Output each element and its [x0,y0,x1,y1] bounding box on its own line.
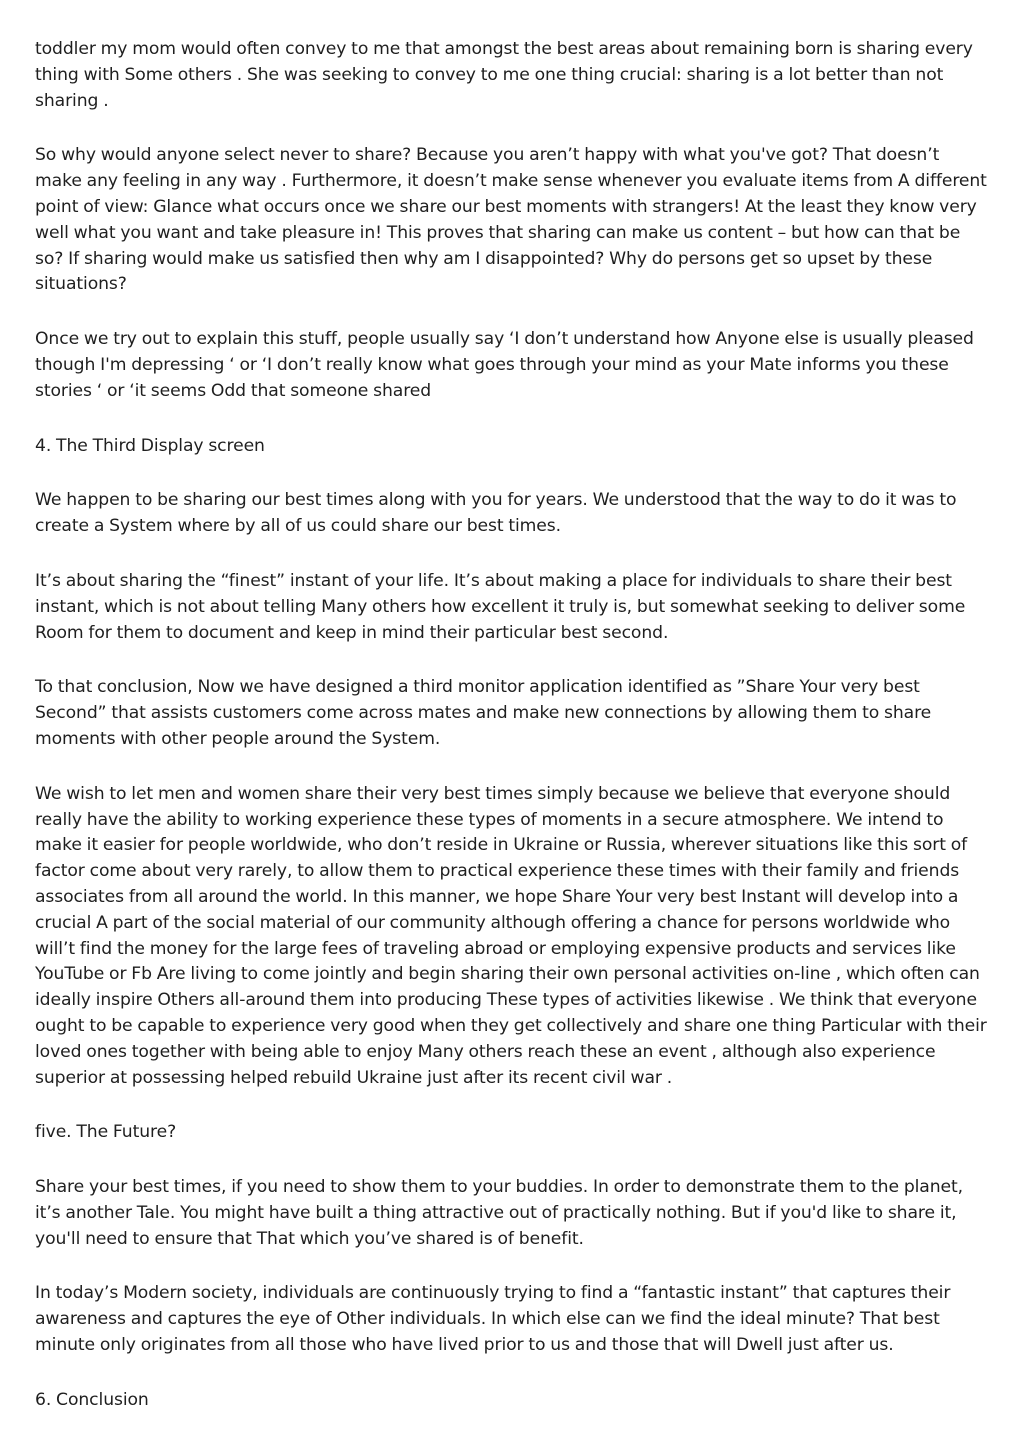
section-heading-future: five. The Future? [35,1122,177,1143]
paragraph-let-people-share: We wish to let men and women share their very best times simply because we believe that everyone should really have the ability to working experience these types of moments in a secure atmosphere. We intend to make it easier for people worldwide, who don’t reside in Ukraine or Russia, wherever situations like this sort of factor come about very rarely, to allow them to practical experience these times with their family and friends associates from all around the world. In this manner, we hope Share Your very best Instant will develop into a crucial A part of the social material of our community although offering a chance for persons worldwide who will’t find the money for the large fees of traveling abroad or employing expensive products and services like YouTube or Fb Are living to come jointly and begin sharing their own personal activities on-line , which often can ideally inspire Others all-around them into producing These types of activities likewise . We think that everyone ought to be capable to experience very good when they get collectively and share one thing Particular with their loved ones together with being able to enjoy Many others reach these an event , although also experience superior at possessing helped rebuild Ukraine just after its recent civil war . [35,783,987,1088]
section-heading-conclusion: 6. Conclusion [35,1389,149,1410]
paragraph-people-say: Once we try out to explain this stuff, people usually say ‘I don’t understand how Anyone else is usually pleased though I'm depressing ‘ or ‘I don’t really know what goes through your mind as your Mate informs you these stories ‘ or ‘it seems Odd that someone shared [35,329,974,401]
paragraph-finest-instant: It’s about sharing the “finest” instant of your life. It’s about making a place for individuals to share their best instant, which is not about telling Many others how excellent it truly is, but somewhat seeking to deliver some Room for them to document and keep in mind their particular best second. [35,570,966,643]
paragraph-modern-society: In today’s Modern society, individuals are continuously trying to find a “fantastic instant” that captures their awareness and captures the eye of Other individuals. In which else can we find the ideal minute? That best minute only originates from all those who have lived prior to us and those that will Dwell just after us. [35,1283,951,1356]
paragraph-sharing-for-years: We happen to be sharing our best times along with you for years. We understood that the way to do it was to create a System where by all of us could share our best times. [35,490,957,537]
paragraph-sharing-childhood: toddler my mom would often convey to me that amongst the best areas about remaining born is sharing every thing with Some others . She was seeking to convey to me one thing crucial: sharing is a lot better than not sharing . [35,39,973,111]
paragraph-share-best-times: Share your best times, if you need to show them to your buddies. In order to demonstrate them to the planet, it’s another Tale. You might have built a thing attractive out of practically nothing. But if you'd like to share it, you'll need to ensure that That which you’ve shared is of benefit. [35,1177,964,1249]
paragraph-why-not-share: So why would anyone select never to share? Because you aren’t happy with what you've got? That doesn’t make any feeling in any way . Furthermore, it doesn’t make sense whenever you evaluate items from A different point of view: Glance what occurs once we share our best moments with strangers! At the least they know very well what you want and take pleasure in! This proves that sharing can make us content – but how can that be so? If sharing would make us satisfied then why am I disappointed? Why do persons get so upset by these situations? [35,145,987,295]
paragraph-third-monitor-app: To that conclusion, Now we have designed a third monitor application identified as ”Share Your very best Second” that assists customers come across mates and make new connections by allowing them to share moments with other people around the System. [35,677,932,749]
section-heading-third-display: 4. The Third Display screen [35,435,265,456]
